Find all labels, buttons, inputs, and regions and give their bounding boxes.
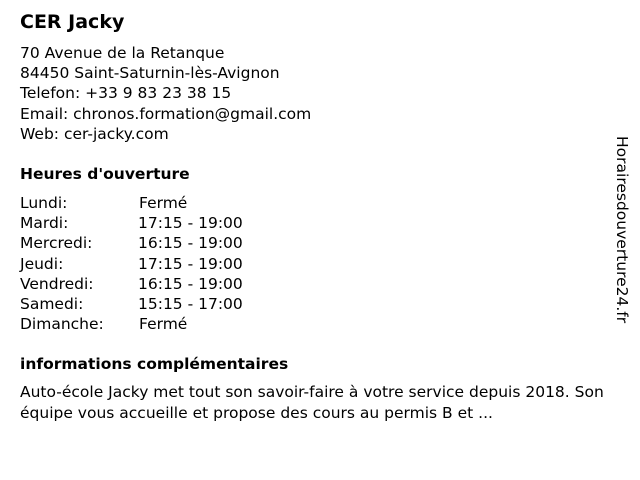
day-label: Mardi: (20, 214, 69, 233)
day-label: Samedi: (20, 294, 84, 313)
day-hours: 15:15 - 17:00 (138, 294, 243, 313)
day-label: Lundi: (20, 194, 68, 212)
additional-info-text: Auto-école Jacky met tout son savoir-faire à votre service depuis 2018. Son équipe vous accueille et propose des cours au permis B et ... (20, 383, 604, 422)
site-watermark: Horairesdouverture24.fr (613, 136, 631, 324)
day-hours: 16:15 - 19:00 (138, 274, 243, 293)
day-label: Vendredi: (20, 274, 94, 293)
contact-block (20, 43, 311, 144)
day-hours: 17:15 - 19:00 (138, 214, 243, 233)
website: Web: cer-jacky.com (20, 124, 169, 143)
day-label: Mercredi: (20, 234, 93, 253)
opening-hours-heading: Heures d'ouverture (20, 165, 190, 183)
day-label: Dimanche: (20, 315, 104, 334)
day-hours: 16:15 - 19:00 (138, 234, 243, 253)
day-label: Jeudi: (20, 254, 64, 273)
day-hours: Fermé (139, 315, 188, 334)
street-address: 70 Avenue de la Retanque (20, 44, 225, 62)
day-hours: Fermé (139, 194, 188, 212)
phone-number: Telefon: +33 9 83 23 38 15 (20, 84, 232, 103)
day-hours: 17:15 - 19:00 (138, 254, 243, 273)
city-address: 84450 Saint-Saturnin-lès-Avignon (20, 64, 280, 83)
additional-info-heading: informations complémentaires (20, 355, 289, 373)
email-address: Email: chronos.formation@gmail.com (20, 104, 312, 123)
business-name: CER Jacky (20, 11, 125, 33)
